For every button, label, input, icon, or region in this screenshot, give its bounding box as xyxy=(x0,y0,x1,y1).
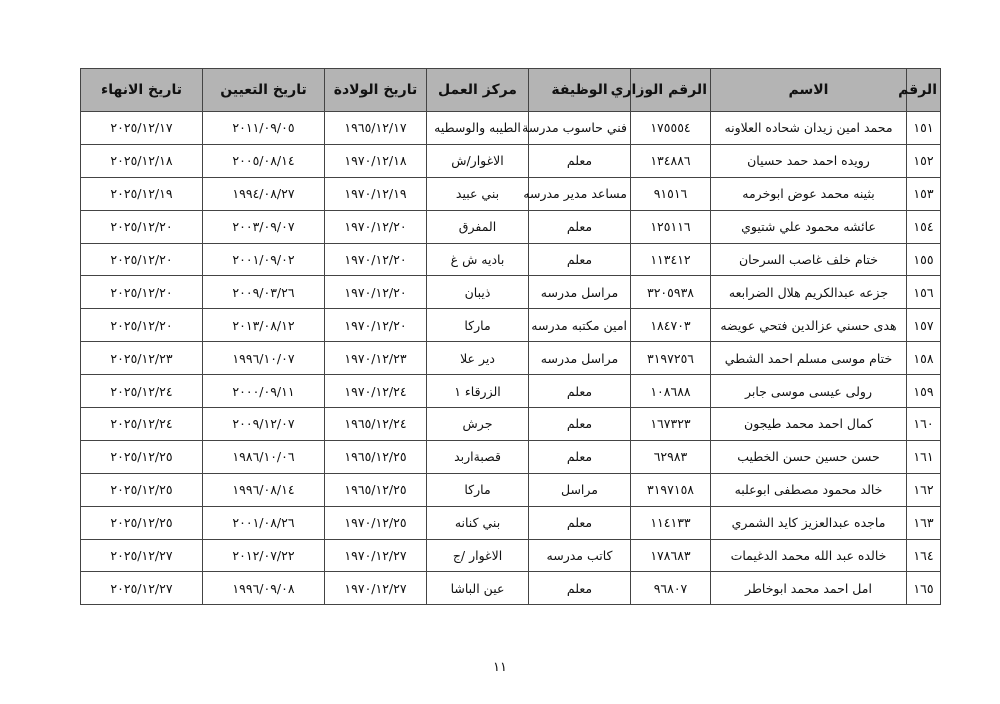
table-row xyxy=(81,375,941,408)
cell-workplace: باديه ش غ xyxy=(427,243,529,276)
table-row xyxy=(81,473,941,506)
cell-job: كاتب مدرسه xyxy=(529,539,631,572)
cell-num: ١٥٥ xyxy=(907,243,941,276)
cell-birth-date: ١٩٧٠/١٢/٢٤ xyxy=(325,375,427,408)
cell-job: مراسل مدرسه xyxy=(529,342,631,375)
cell-name: بثينه محمد عوض ابوخرمه xyxy=(711,177,907,210)
cell-workplace: بني كنانه xyxy=(427,506,529,539)
cell-appointment-date: ١٩٩٤/٠٨/٢٧ xyxy=(203,177,325,210)
cell-appointment-date: ١٩٨٦/١٠/٠٦ xyxy=(203,440,325,473)
cell-workplace: الاغوار /ج xyxy=(427,539,529,572)
cell-appointment-date: ١٩٩٦/٠٨/١٤ xyxy=(203,473,325,506)
cell-job: فني حاسوب مدرسة xyxy=(529,112,631,145)
cell-ministry-id: ٣١٩٧٢٥٦ xyxy=(631,342,711,375)
cell-num: ١٥٣ xyxy=(907,177,941,210)
cell-birth-date: ١٩٧٠/١٢/٢٧ xyxy=(325,539,427,572)
cell-workplace: دير علا xyxy=(427,342,529,375)
table-row xyxy=(81,210,941,243)
cell-job: معلم xyxy=(529,506,631,539)
cell-appointment-date: ٢٠٠٣/٠٩/٠٧ xyxy=(203,210,325,243)
table-row xyxy=(81,309,941,342)
header-job: الوظيفة xyxy=(529,69,631,112)
table-body xyxy=(81,112,941,605)
cell-end-date: ٢٠٢٥/١٢/٢٠ xyxy=(81,309,203,342)
cell-appointment-date: ١٩٩٦/٠٩/٠٨ xyxy=(203,572,325,605)
cell-ministry-id: ٩١٥١٦ xyxy=(631,177,711,210)
employee-table xyxy=(80,68,941,605)
cell-job: معلم xyxy=(529,572,631,605)
cell-workplace: الطيبه والوسطيه xyxy=(427,112,529,145)
cell-end-date: ٢٠٢٥/١٢/٢٤ xyxy=(81,408,203,441)
cell-name: عائشه محمود علي شتيوي xyxy=(711,210,907,243)
cell-ministry-id: ٦٢٩٨٣ xyxy=(631,440,711,473)
cell-num: ١٥١ xyxy=(907,112,941,145)
cell-appointment-date: ٢٠٠٥/٠٨/١٤ xyxy=(203,144,325,177)
cell-workplace: بني عبيد xyxy=(427,177,529,210)
cell-job: مساعد مدير مدرسه xyxy=(529,177,631,210)
cell-name: كمال احمد محمد طيجون xyxy=(711,408,907,441)
cell-name: هدى حسني عزالدين فتحي عويضه xyxy=(711,309,907,342)
cell-appointment-date: ٢٠٠١/٠٩/٠٢ xyxy=(203,243,325,276)
cell-name: حسن حسين حسن الخطيب xyxy=(711,440,907,473)
table-row xyxy=(81,144,941,177)
cell-job: معلم xyxy=(529,440,631,473)
cell-ministry-id: ١٦٧٣٢٣ xyxy=(631,408,711,441)
cell-workplace: عين الباشا xyxy=(427,572,529,605)
cell-job: معلم xyxy=(529,243,631,276)
cell-workplace: جرش xyxy=(427,408,529,441)
table-row xyxy=(81,112,941,145)
cell-birth-date: ١٩٧٠/١٢/١٩ xyxy=(325,177,427,210)
cell-num: ١٦٣ xyxy=(907,506,941,539)
cell-birth-date: ١٩٧٠/١٢/١٨ xyxy=(325,144,427,177)
cell-appointment-date: ٢٠١٣/٠٨/١٢ xyxy=(203,309,325,342)
cell-ministry-id: ١٧٥٥٥٤ xyxy=(631,112,711,145)
cell-num: ١٦٠ xyxy=(907,408,941,441)
cell-name: ختام موسى مسلم احمد الشطي xyxy=(711,342,907,375)
cell-name: محمد امين زيدان شحاده العلاونه xyxy=(711,112,907,145)
cell-appointment-date: ١٩٩٦/١٠/٠٧ xyxy=(203,342,325,375)
cell-workplace: قصبةاربد xyxy=(427,440,529,473)
cell-name: خالده عبد الله محمد الدغيمات xyxy=(711,539,907,572)
cell-workplace: ماركا xyxy=(427,473,529,506)
header-workplace: مركز العمل xyxy=(427,69,529,112)
table-row xyxy=(81,440,941,473)
cell-appointment-date: ٢٠٠١/٠٨/٢٦ xyxy=(203,506,325,539)
cell-num: ١٥٨ xyxy=(907,342,941,375)
cell-end-date: ٢٠٢٥/١٢/٢٥ xyxy=(81,506,203,539)
cell-ministry-id: ١٨٤٧٠٣ xyxy=(631,309,711,342)
cell-ministry-id: ١٣٤٨٨٦ xyxy=(631,144,711,177)
cell-name: ماجده عبدالعزيز كايد الشمري xyxy=(711,506,907,539)
cell-ministry-id: ١٠٨٦٨٨ xyxy=(631,375,711,408)
cell-birth-date: ١٩٦٥/١٢/٢٥ xyxy=(325,440,427,473)
cell-end-date: ٢٠٢٥/١٢/٢٧ xyxy=(81,539,203,572)
cell-name: جزعه عبدالكريم هلال الضرابعه xyxy=(711,276,907,309)
header-num: الرقم xyxy=(907,69,941,112)
cell-end-date: ٢٠٢٥/١٢/١٨ xyxy=(81,144,203,177)
cell-appointment-date: ٢٠١١/٠٩/٠٥ xyxy=(203,112,325,145)
cell-job: معلم xyxy=(529,375,631,408)
cell-num: ١٦٢ xyxy=(907,473,941,506)
cell-workplace: ذيبان xyxy=(427,276,529,309)
table-row xyxy=(81,506,941,539)
cell-end-date: ٢٠٢٥/١٢/٢٧ xyxy=(81,572,203,605)
table-row xyxy=(81,408,941,441)
cell-birth-date: ١٩٧٠/١٢/٢٣ xyxy=(325,342,427,375)
table-row xyxy=(81,276,941,309)
table-row xyxy=(81,243,941,276)
cell-end-date: ٢٠٢٥/١٢/٢٣ xyxy=(81,342,203,375)
cell-num: ١٦١ xyxy=(907,440,941,473)
cell-birth-date: ١٩٧٠/١٢/٢٧ xyxy=(325,572,427,605)
cell-num: ١٦٥ xyxy=(907,572,941,605)
cell-num: ١٥٢ xyxy=(907,144,941,177)
cell-birth-date: ١٩٧٠/١٢/٢٥ xyxy=(325,506,427,539)
cell-appointment-date: ٢٠٠٩/٠٣/٢٦ xyxy=(203,276,325,309)
cell-job: مراسل xyxy=(529,473,631,506)
table-header-row xyxy=(81,69,941,112)
table-row xyxy=(81,177,941,210)
cell-end-date: ٢٠٢٥/١٢/٢٥ xyxy=(81,440,203,473)
cell-ministry-id: ١١٤١٣٣ xyxy=(631,506,711,539)
cell-name: رولى عيسى موسى جابر xyxy=(711,375,907,408)
cell-job: امين مكتبه مدرسه xyxy=(529,309,631,342)
cell-appointment-date: ٢٠٠٠/٠٩/١١ xyxy=(203,375,325,408)
page-number: ١١ xyxy=(493,660,507,675)
cell-birth-date: ١٩٧٠/١٢/٢٠ xyxy=(325,309,427,342)
header-appointment-date: تاريخ التعيين xyxy=(203,69,325,112)
header-ministry-id: الرقم الوزاري xyxy=(631,69,711,112)
cell-num: ١٦٤ xyxy=(907,539,941,572)
cell-end-date: ٢٠٢٥/١٢/٢٠ xyxy=(81,243,203,276)
cell-birth-date: ١٩٧٠/١٢/٢٠ xyxy=(325,243,427,276)
cell-job: معلم xyxy=(529,210,631,243)
header-name: الاسم xyxy=(711,69,907,112)
cell-ministry-id: ١٢٥١١٦ xyxy=(631,210,711,243)
cell-appointment-date: ٢٠٠٩/١٢/٠٧ xyxy=(203,408,325,441)
cell-ministry-id: ٣١٩٧١٥٨ xyxy=(631,473,711,506)
cell-end-date: ٢٠٢٥/١٢/٢٠ xyxy=(81,276,203,309)
cell-num: ١٥٧ xyxy=(907,309,941,342)
cell-name: ختام خلف غاصب السرحان xyxy=(711,243,907,276)
table-row xyxy=(81,342,941,375)
cell-workplace: الاغوار/ش xyxy=(427,144,529,177)
cell-ministry-id: ٣٢٠٥٩٣٨ xyxy=(631,276,711,309)
cell-workplace: المفرق xyxy=(427,210,529,243)
cell-end-date: ٢٠٢٥/١٢/٢٠ xyxy=(81,210,203,243)
cell-ministry-id: ١٧٨٦٨٣ xyxy=(631,539,711,572)
cell-job: مراسل مدرسه xyxy=(529,276,631,309)
cell-num: ١٥٩ xyxy=(907,375,941,408)
cell-end-date: ٢٠٢٥/١٢/١٩ xyxy=(81,177,203,210)
cell-birth-date: ١٩٦٥/١٢/١٧ xyxy=(325,112,427,145)
cell-birth-date: ١٩٦٥/١٢/٢٥ xyxy=(325,473,427,506)
header-end-date: تاريخ الانهاء xyxy=(81,69,203,112)
cell-birth-date: ١٩٦٥/١٢/٢٤ xyxy=(325,408,427,441)
cell-birth-date: ١٩٧٠/١٢/٢٠ xyxy=(325,276,427,309)
cell-ministry-id: ١١٣٤١٢ xyxy=(631,243,711,276)
cell-name: امل احمد محمد ابوخاطر xyxy=(711,572,907,605)
table-row xyxy=(81,539,941,572)
table-row xyxy=(81,572,941,605)
cell-end-date: ٢٠٢٥/١٢/٢٤ xyxy=(81,375,203,408)
cell-ministry-id: ٩٦٨٠٧ xyxy=(631,572,711,605)
cell-name: رويده احمد حمد حسيان xyxy=(711,144,907,177)
cell-job: معلم xyxy=(529,144,631,177)
cell-birth-date: ١٩٧٠/١٢/٢٠ xyxy=(325,210,427,243)
cell-num: ١٥٦ xyxy=(907,276,941,309)
cell-workplace: ماركا xyxy=(427,309,529,342)
header-birth-date: تاريخ الولادة xyxy=(325,69,427,112)
cell-job: معلم xyxy=(529,408,631,441)
cell-end-date: ٢٠٢٥/١٢/١٧ xyxy=(81,112,203,145)
cell-appointment-date: ٢٠١٢/٠٧/٢٢ xyxy=(203,539,325,572)
cell-name: خالد محمود مصطفى ابوعلبه xyxy=(711,473,907,506)
cell-num: ١٥٤ xyxy=(907,210,941,243)
cell-workplace: الزرقاء ١ xyxy=(427,375,529,408)
cell-end-date: ٢٠٢٥/١٢/٢٥ xyxy=(81,473,203,506)
